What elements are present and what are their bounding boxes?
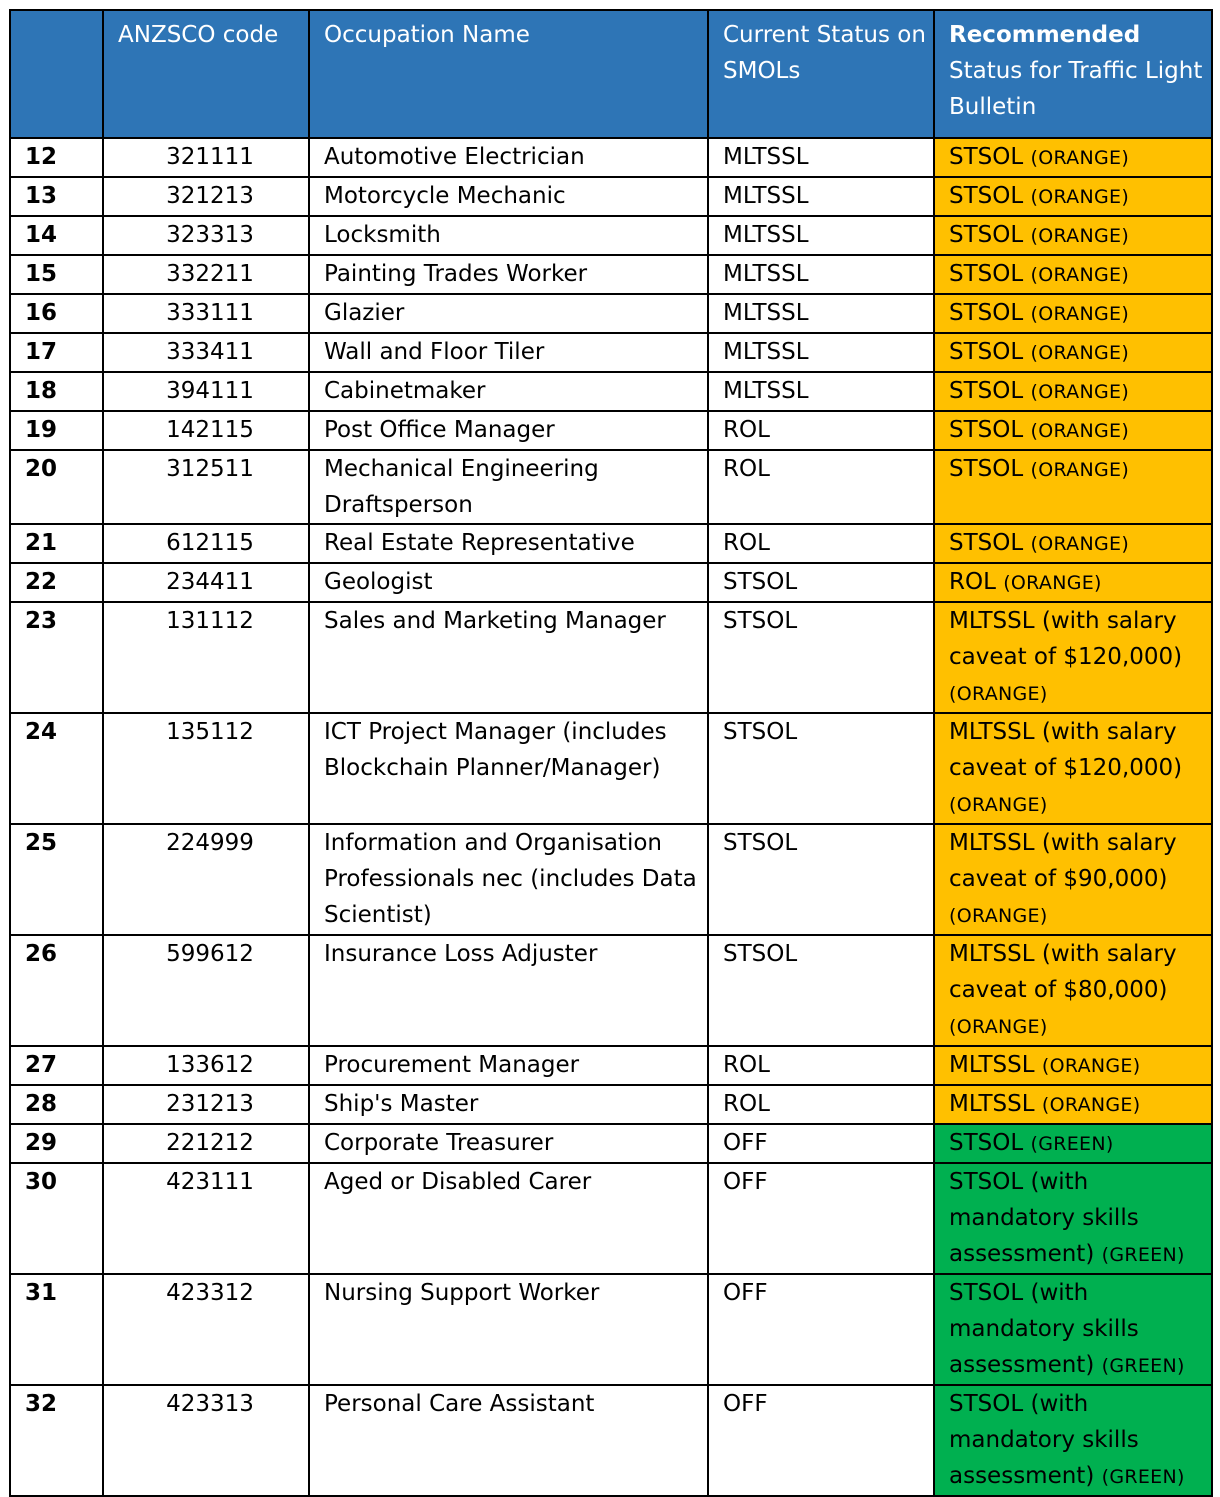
recommended-status-cell	[934, 255, 1212, 294]
anzsco-code-cell: 599612	[103, 935, 309, 1046]
traffic-light-tag: (ORANGE)	[1030, 147, 1130, 169]
anzsco-code-cell: 224999	[103, 824, 309, 935]
recommended-status-cell	[934, 1163, 1212, 1274]
table-row	[10, 138, 1212, 177]
traffic-light-tag: (ORANGE)	[949, 683, 1048, 705]
recommended-status-cell	[934, 713, 1212, 824]
row-number: 30	[10, 1163, 103, 1274]
row-number: 22	[10, 563, 103, 602]
current-status-cell: ROL	[708, 1085, 934, 1124]
anzsco-code-cell: 332211	[103, 255, 309, 294]
recommended-status-cell	[934, 824, 1212, 935]
header-occupation-name: Occupation Name	[309, 10, 708, 138]
recommended-status-text: MLTSSL	[949, 1091, 1035, 1117]
recommended-status-text: STSOL (with mandatory skills assessment)	[949, 1280, 1139, 1378]
current-status-cell: OFF	[708, 1385, 934, 1496]
current-status-cell: MLTSSL	[708, 138, 934, 177]
occupation-name-cell: Insurance Loss Adjuster	[309, 935, 708, 1046]
table-row	[10, 602, 1212, 713]
anzsco-code-cell: 612115	[103, 524, 309, 563]
row-number: 16	[10, 294, 103, 333]
recommended-status-text: STSOL	[949, 183, 1024, 209]
recommended-status-text: MLTSSL (with salary caveat of $80,000)	[949, 941, 1177, 1003]
occupation-name-cell: Real Estate Representative	[309, 524, 708, 563]
row-number: 25	[10, 824, 103, 935]
occupation-name-cell: Automotive Electrician	[309, 138, 708, 177]
row-number: 32	[10, 1385, 103, 1496]
anzsco-code-cell: 312511	[103, 450, 309, 524]
row-number: 20	[10, 450, 103, 524]
anzsco-code-cell: 333411	[103, 333, 309, 372]
traffic-light-tag: (ORANGE)	[1030, 186, 1130, 208]
table-row	[10, 177, 1212, 216]
traffic-light-tag: (ORANGE)	[949, 1016, 1048, 1038]
occupation-name-cell: Aged or Disabled Carer	[309, 1163, 708, 1274]
current-status-cell: ROL	[708, 1046, 934, 1085]
occupation-name-cell: Corporate Treasurer	[309, 1124, 708, 1163]
table-row	[10, 333, 1212, 372]
traffic-light-tag: (ORANGE)	[1041, 1055, 1141, 1077]
traffic-light-tag: (ORANGE)	[1030, 303, 1130, 325]
row-number: 31	[10, 1274, 103, 1385]
traffic-light-tag: (ORANGE)	[1030, 264, 1130, 286]
row-number: 17	[10, 333, 103, 372]
occupation-name-cell: Motorcycle Mechanic	[309, 177, 708, 216]
occupation-name-cell: Information and Organisation Professionals nec (includes Data Scientist)	[309, 824, 708, 935]
table-row	[10, 1163, 1212, 1274]
recommended-status-cell	[934, 1046, 1212, 1085]
table-row	[10, 1385, 1212, 1496]
recommended-status-cell	[934, 450, 1212, 524]
current-status-cell: STSOL	[708, 563, 934, 602]
recommended-status-cell	[934, 524, 1212, 563]
occupation-name-cell: Locksmith	[309, 216, 708, 255]
occupation-name-cell: Painting Trades Worker	[309, 255, 708, 294]
table-row	[10, 1274, 1212, 1385]
current-status-cell: STSOL	[708, 824, 934, 935]
header-anzsco-code: ANZSCO code	[103, 10, 309, 138]
current-status-cell: STSOL	[708, 602, 934, 713]
anzsco-code-cell: 234411	[103, 563, 309, 602]
row-number: 29	[10, 1124, 103, 1163]
table-row	[10, 935, 1212, 1046]
table-row	[10, 1085, 1212, 1124]
table-row	[10, 1046, 1212, 1085]
recommended-status-text: MLTSSL (with salary caveat of $120,000)	[949, 719, 1183, 781]
occupation-name-cell: Procurement Manager	[309, 1046, 708, 1085]
recommended-status-text: MLTSSL (with salary caveat of $90,000)	[949, 830, 1177, 892]
recommended-status-cell	[934, 177, 1212, 216]
recommended-status-text: STSOL	[949, 530, 1024, 556]
header-recommended-bold: Recommended	[949, 22, 1141, 48]
recommended-status-cell	[934, 1274, 1212, 1385]
current-status-cell: OFF	[708, 1124, 934, 1163]
occupation-name-cell: Cabinetmaker	[309, 372, 708, 411]
recommended-status-text: STSOL	[949, 261, 1024, 287]
row-number: 24	[10, 713, 103, 824]
header-recommended-rest: Status for Traffic Light Bulletin	[949, 58, 1203, 120]
recommended-status-cell	[934, 1085, 1212, 1124]
recommended-status-text: STSOL	[949, 378, 1024, 404]
current-status-cell: MLTSSL	[708, 177, 934, 216]
current-status-cell: STSOL	[708, 713, 934, 824]
anzsco-code-cell: 423312	[103, 1274, 309, 1385]
occupation-name-cell: Mechanical Engineering Draftsperson	[309, 450, 708, 524]
anzsco-code-cell: 133612	[103, 1046, 309, 1085]
occupation-status-table	[9, 9, 1213, 1497]
current-status-cell: STSOL	[708, 935, 934, 1046]
occupation-name-cell: Post Office Manager	[309, 411, 708, 450]
recommended-status-cell	[934, 563, 1212, 602]
traffic-light-tag: (ORANGE)	[949, 905, 1048, 927]
table-row	[10, 450, 1212, 524]
header-current-status: Current Status on SMOLs	[708, 10, 934, 138]
recommended-status-cell	[934, 411, 1212, 450]
recommended-status-text: STSOL	[949, 300, 1024, 326]
table-row	[10, 1124, 1212, 1163]
current-status-cell: MLTSSL	[708, 255, 934, 294]
occupation-name-cell: Geologist	[309, 563, 708, 602]
table-row	[10, 255, 1212, 294]
row-number: 14	[10, 216, 103, 255]
current-status-cell: OFF	[708, 1274, 934, 1385]
occupation-name-cell: Glazier	[309, 294, 708, 333]
current-status-cell: MLTSSL	[708, 294, 934, 333]
traffic-light-tag: (ORANGE)	[1041, 1094, 1141, 1116]
anzsco-code-cell: 321213	[103, 177, 309, 216]
row-number: 18	[10, 372, 103, 411]
recommended-status-cell	[934, 1385, 1212, 1496]
table-row	[10, 524, 1212, 563]
header-num	[10, 10, 103, 138]
recommended-status-text: STSOL	[949, 456, 1024, 482]
current-status-cell: MLTSSL	[708, 372, 934, 411]
recommended-status-cell	[934, 935, 1212, 1046]
recommended-status-text: MLTSSL (with salary caveat of $120,000)	[949, 608, 1183, 670]
recommended-status-cell	[934, 138, 1212, 177]
traffic-light-tag: (ORANGE)	[1030, 459, 1130, 481]
occupation-name-cell: Sales and Marketing Manager	[309, 602, 708, 713]
row-number: 15	[10, 255, 103, 294]
header-row	[10, 10, 1212, 138]
anzsco-code-cell: 231213	[103, 1085, 309, 1124]
anzsco-code-cell: 142115	[103, 411, 309, 450]
occupation-name-cell: Nursing Support Worker	[309, 1274, 708, 1385]
recommended-status-cell	[934, 1124, 1212, 1163]
current-status-cell: MLTSSL	[708, 216, 934, 255]
traffic-light-tag: (GREEN)	[1030, 1133, 1114, 1155]
traffic-light-tag: (ORANGE)	[1030, 225, 1130, 247]
row-number: 19	[10, 411, 103, 450]
traffic-light-tag: (GREEN)	[1101, 1244, 1185, 1266]
anzsco-code-cell: 135112	[103, 713, 309, 824]
current-status-cell: MLTSSL	[708, 333, 934, 372]
table-row	[10, 824, 1212, 935]
traffic-light-tag: (ORANGE)	[1003, 572, 1102, 594]
recommended-status-cell	[934, 372, 1212, 411]
anzsco-code-cell: 323313	[103, 216, 309, 255]
recommended-status-text: STSOL	[949, 222, 1024, 248]
row-number: 23	[10, 602, 103, 713]
row-number: 26	[10, 935, 103, 1046]
recommended-status-cell	[934, 216, 1212, 255]
recommended-status-cell	[934, 602, 1212, 713]
traffic-light-tag: (GREEN)	[1101, 1355, 1185, 1377]
row-number: 13	[10, 177, 103, 216]
row-number: 21	[10, 524, 103, 563]
anzsco-code-cell: 221212	[103, 1124, 309, 1163]
current-status-cell: ROL	[708, 411, 934, 450]
header-recommended-status	[934, 10, 1212, 138]
recommended-status-text: ROL	[949, 569, 996, 595]
row-number: 28	[10, 1085, 103, 1124]
row-number: 27	[10, 1046, 103, 1085]
traffic-light-tag: (GREEN)	[1101, 1466, 1185, 1488]
row-number: 12	[10, 138, 103, 177]
traffic-light-tag: (ORANGE)	[1030, 533, 1130, 555]
occupation-name-cell: Personal Care Assistant	[309, 1385, 708, 1496]
recommended-status-text: STSOL	[949, 144, 1024, 170]
current-status-cell: ROL	[708, 450, 934, 524]
anzsco-code-cell: 423313	[103, 1385, 309, 1496]
occupation-name-cell: Ship's Master	[309, 1085, 708, 1124]
recommended-status-text: STSOL	[949, 417, 1024, 443]
current-status-cell: ROL	[708, 524, 934, 563]
recommended-status-cell	[934, 294, 1212, 333]
table-row	[10, 411, 1212, 450]
recommended-status-text: STSOL (with mandatory skills assessment)	[949, 1391, 1139, 1489]
table-row	[10, 372, 1212, 411]
recommended-status-text: MLTSSL	[949, 1052, 1035, 1078]
table-row	[10, 294, 1212, 333]
occupation-name-cell: ICT Project Manager (includes Blockchain Planner/Manager)	[309, 713, 708, 824]
traffic-light-tag: (ORANGE)	[1030, 420, 1130, 442]
recommended-status-text: STSOL	[949, 339, 1024, 365]
current-status-cell: OFF	[708, 1163, 934, 1274]
recommended-status-text: STSOL	[949, 1130, 1024, 1156]
recommended-status-text: STSOL (with mandatory skills assessment)	[949, 1169, 1139, 1267]
table-row	[10, 563, 1212, 602]
recommended-status-cell	[934, 333, 1212, 372]
table-row	[10, 713, 1212, 824]
anzsco-code-cell: 321111	[103, 138, 309, 177]
anzsco-code-cell: 423111	[103, 1163, 309, 1274]
anzsco-code-cell: 333111	[103, 294, 309, 333]
traffic-light-tag: (ORANGE)	[949, 794, 1048, 816]
traffic-light-tag: (ORANGE)	[1030, 342, 1130, 364]
traffic-light-tag: (ORANGE)	[1030, 381, 1130, 403]
table-row	[10, 216, 1212, 255]
table-body	[10, 138, 1212, 1496]
anzsco-code-cell: 394111	[103, 372, 309, 411]
occupation-name-cell: Wall and Floor Tiler	[309, 333, 708, 372]
anzsco-code-cell: 131112	[103, 602, 309, 713]
